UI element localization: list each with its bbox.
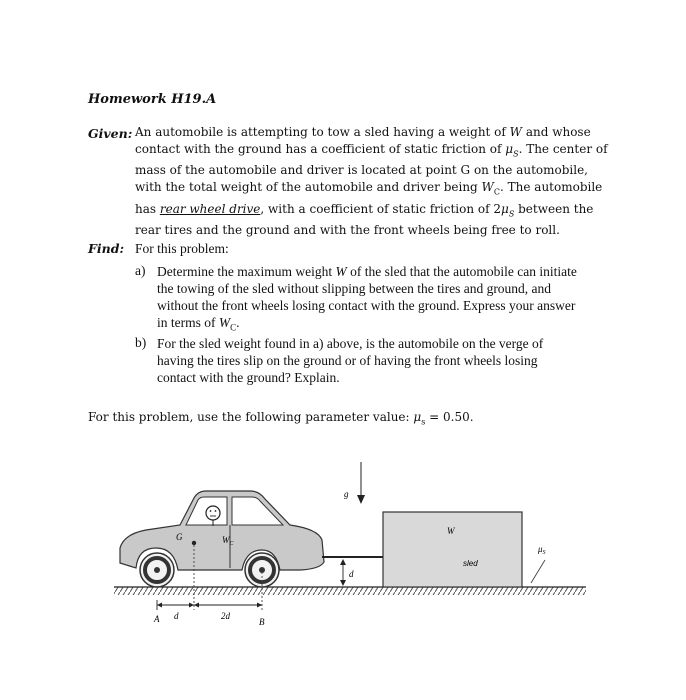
dim-d-label: d bbox=[174, 611, 179, 621]
given-label: Given: bbox=[88, 126, 133, 141]
ground bbox=[114, 587, 586, 595]
item-a-line-2: the towing of the sled without slipping between the tires and ground, and bbox=[157, 281, 552, 296]
sled-weight-label: W bbox=[447, 526, 455, 536]
given-line-2: contact with the ground has a coefficient of static friction of $\mu_S$. The center of bbox=[135, 142, 608, 159]
gravity-label: g bbox=[344, 489, 349, 499]
find-label: Find: bbox=[88, 241, 125, 256]
center-of-mass-dot bbox=[192, 541, 196, 545]
given-paragraph bbox=[135, 124, 608, 239]
friction-label: $\mu_S$ bbox=[538, 544, 546, 556]
label-G: G bbox=[176, 532, 183, 542]
item-a-marker: a) bbox=[135, 263, 146, 278]
parameter-text: For this problem, use the following parameter value: $\mu_s = 0.50$. bbox=[88, 410, 474, 427]
bottom-dimensions bbox=[157, 600, 262, 610]
item-a-line-1: Determine the maximum weight W of the sled that the automobile can initiate bbox=[157, 264, 577, 279]
item-b-line-1: For the sled weight found in a) above, is the automobile on the verge of bbox=[157, 336, 544, 351]
item-b-line-2: having the tires slip on the ground or of having the front wheels losing bbox=[157, 353, 538, 368]
given-line-3: mass of the automobile and driver is located at point G on the automobile, bbox=[135, 163, 588, 178]
point-A-label: A bbox=[154, 614, 160, 624]
given-line-5: has rear wheel drive, with a coefficient of static friction of $2\mu_S$ between the bbox=[135, 201, 594, 219]
sled-label: sled bbox=[463, 559, 478, 568]
page-title: Homework H19.A bbox=[88, 92, 217, 107]
tow-diagram bbox=[0, 440, 686, 640]
item-b-line-3: contact with the ground? Explain. bbox=[157, 370, 340, 385]
friction-pointer-line bbox=[531, 560, 545, 583]
item-a-line-3: without the front wheels losing contact with the ground. Express your answer bbox=[157, 298, 576, 313]
gravity-arrow bbox=[357, 462, 365, 504]
given-line-6: rear tires and the ground and with the front wheels being free to roll. bbox=[135, 223, 560, 238]
given-line-4: with the total weight of the automobile and driver being $W_C$. The automobile bbox=[135, 180, 603, 197]
point-B-label: B bbox=[259, 617, 265, 627]
item-b-marker: b) bbox=[135, 335, 147, 350]
item-a-text bbox=[157, 263, 577, 337]
rope-height-dimension bbox=[340, 559, 346, 586]
sled-block bbox=[383, 512, 522, 587]
item-b-text bbox=[157, 335, 543, 386]
dim-2d-label: 2d bbox=[221, 611, 230, 621]
item-a-line-4: in terms of $W_C$. bbox=[157, 315, 240, 333]
label-Wc: $W_C$ bbox=[222, 535, 234, 547]
find-intro: For this problem: bbox=[135, 241, 229, 256]
rear-wheel bbox=[140, 553, 174, 587]
given-line-1: An automobile is attempting to tow a sled having a weight of W and whose bbox=[135, 125, 591, 139]
rope-height-label: d bbox=[349, 569, 354, 579]
